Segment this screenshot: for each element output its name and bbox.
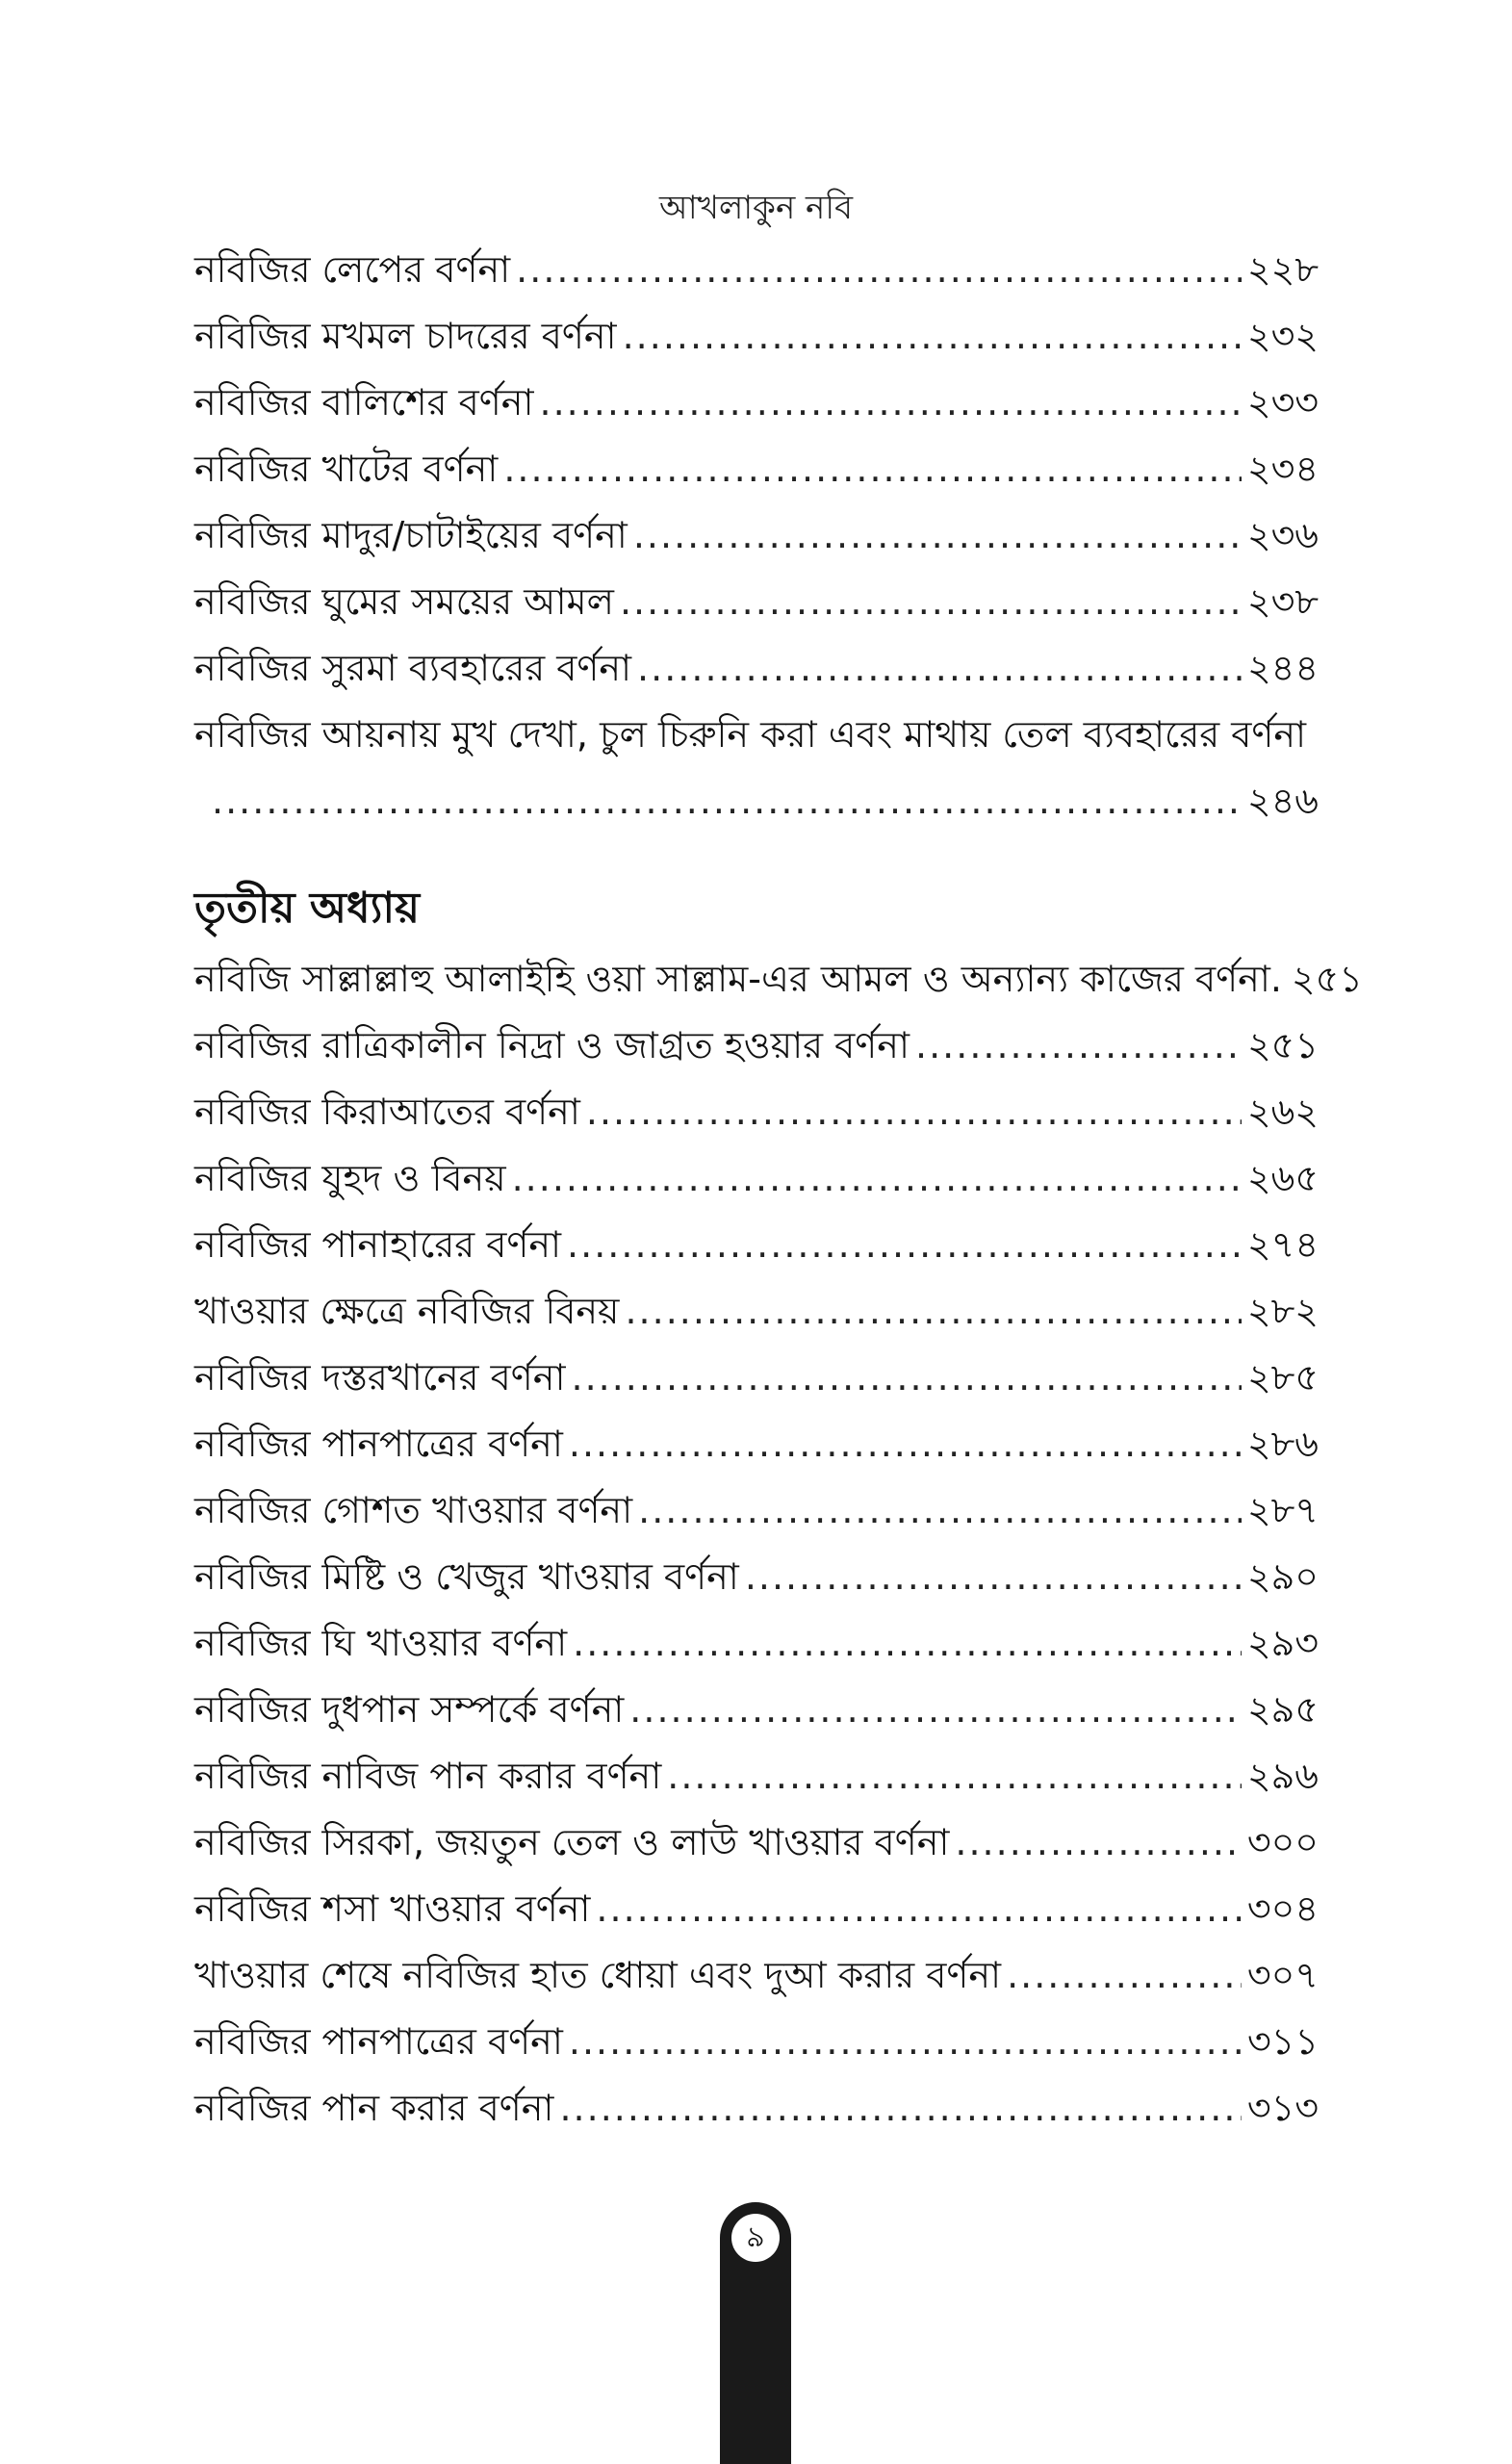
leader-dots [539,370,1241,436]
toc-entry [194,1743,1319,1810]
leader-dots [955,1810,1241,1876]
toc-entry-page: ২৮৭ [1246,1489,1319,1531]
toc-entry [194,1677,1319,1743]
toc-entry-page: ২৩৪ [1246,448,1319,490]
toc-entry-title: নবিজির পানপাত্রের বর্ণনা [194,2020,563,2063]
toc-entry-title: নবিজির দস্তরখানের বর্ণনা [194,1356,566,1399]
toc-entry-continuation [194,768,1319,834]
toc-entry-title: নবিজি সাল্লাল্লাহু আলাইহি ওয়া সাল্লাম-এর আমল ও অন্যান্য কাজের বর্ণনা. [194,958,1282,1000]
toc-entry-page: ২৮৬ [1246,1423,1319,1465]
toc-entry-title: নবিজির নাবিজ পান করার বর্ণনা [194,1755,662,1797]
leader-dots [559,2075,1241,2142]
toc-entry-page: ২৩২ [1246,315,1319,357]
leader-dots [1007,1942,1242,2009]
toc-entry-page: ২৯৩ [1246,1622,1319,1664]
leader-dots [625,1278,1241,1345]
toc-entry [194,569,1319,635]
toc-entry [194,502,1319,569]
toc-entry [194,1212,1319,1278]
leader-dots [212,768,1242,834]
toc-entry [194,1876,1319,1942]
leader-dots [569,2009,1242,2075]
toc-entry-page: ৩১৩ [1246,2087,1319,2129]
toc-entry-page: ২৫১ [1246,1024,1319,1066]
toc-entry [194,370,1319,436]
toc-entry-title: নবিজির বালিশের বর্ণনা [194,381,534,424]
toc-entry [194,303,1319,370]
toc-entry [194,946,1363,1013]
toc-entry-title: নবিজির যুহদ ও বিনয় [194,1157,506,1199]
toc-entry-title: নবিজির মাদুর/চাটাইয়ের বর্ণনা [194,514,628,556]
leader-dots [567,1212,1242,1278]
toc-entry-page: ২৩৮ [1246,580,1319,623]
toc-entry-page: ২৯০ [1246,1555,1319,1598]
toc-entry [194,2075,1319,2142]
toc-entry [194,635,1319,702]
toc-entry-title: নবিজির ঘুমের সময়ের আমল [194,580,614,623]
toc-entry-page: ৩০৪ [1246,1887,1319,1930]
leader-dots [569,1411,1242,1477]
running-header: আখলাকুন নবি [658,189,853,227]
toc-entry-page: ২৮৫ [1246,1356,1319,1399]
toc-entry [194,1942,1319,2009]
toc-entry-title: নবিজির মিষ্টি ও খেজুর খাওয়ার বর্ণনা [194,1555,739,1598]
leader-dots [915,1013,1242,1079]
toc-entry-title: নবিজির গোশত খাওয়ার বর্ণনা [194,1489,633,1531]
toc-entry-title: নবিজির দুধপান সম্পর্কে বর্ণনা [194,1688,625,1731]
leader-dots [596,1876,1242,1942]
toc-entry [194,1145,1319,1212]
toc-entry-title: নবিজির লেপের বর্ণনা [194,248,511,291]
leader-dots [667,1743,1242,1810]
toc-entry-title: নবিজির সুরমা ব্যবহারের বর্ণনা [194,647,632,689]
toc-entry-page: ২৬২ [1246,1091,1319,1133]
leader-dots [573,1610,1242,1677]
leader-dots [586,1079,1242,1145]
toc-entry [194,1477,1319,1544]
toc-entry-title: নবিজির রাত্রিকালীন নিদ্রা ও জাগ্রত হওয়ার বর্ণনা [194,1024,910,1066]
toc-entry-title-long: নবিজির আয়নায় মুখ দেখা, চুল চিরুনি করা এবং মাথায় তেল ব্যবহারের বর্ণনা [194,713,1307,756]
toc-entry-page: ২৮২ [1246,1290,1319,1332]
toc-entry-title: নবিজির খাটের বর্ণনা [194,448,499,490]
toc-entry [194,1411,1319,1477]
toc-entry [194,1013,1319,1079]
toc-section-1 [194,237,1363,2142]
toc-entry-page: ৩০৭ [1246,1954,1319,1996]
toc-entry [194,1079,1319,1145]
toc-entry-page: ২৩৩ [1246,381,1319,424]
toc-entry-page: ২২৮ [1246,248,1319,291]
toc-entry-page: ৩০০ [1246,1821,1319,1863]
toc-entry [194,436,1319,502]
leader-dots [620,569,1242,635]
leader-dots [623,303,1242,370]
toc-entry-page: ২৭৪ [1246,1223,1319,1266]
toc-entry-page: ২৯৬ [1246,1755,1319,1797]
toc-entry-page: ২৫১ [1291,958,1363,1000]
toc-entry-title: নবিজির পানপাত্রের বর্ণনা [194,1423,563,1465]
toc-entry-title: খাওয়ার ক্ষেত্রে নবিজির বিনয় [194,1290,620,1332]
leader-dots [516,237,1242,303]
toc-entry [194,1610,1319,1677]
toc-entry-title: নবিজির কিরাআতের বর্ণনা [194,1091,580,1133]
chapter-heading: তৃতীয় অধ্যায় [194,884,421,933]
toc-entry [194,1810,1319,1876]
toc-entry-page: ২৩৬ [1246,514,1319,556]
toc-entry [194,237,1319,303]
toc-entry-page: ২৯৫ [1246,1688,1319,1731]
leader-dots [633,502,1242,569]
leader-dots [637,635,1242,702]
toc-entry-page: ২৬৫ [1246,1157,1319,1199]
toc-entry [194,2009,1319,2075]
leader-dots [512,1145,1242,1212]
toc-entry [194,1345,1319,1411]
toc-entry-title: নবিজির ঘি খাওয়ার বর্ণনা [194,1622,568,1664]
leader-dots [638,1477,1242,1544]
toc-entry-title: নবিজির সিরকা, জয়তুন তেল ও লাউ খাওয়ার বর্ণনা [194,1821,950,1863]
toc-entry-page: ২৪৪ [1246,647,1319,689]
toc-entry-title: নবিজির মখমল চাদরের বর্ণনা [194,315,617,357]
toc-entry-title: নবিজির পানাহারের বর্ণনা [194,1223,562,1266]
leader-dots [745,1544,1242,1610]
leader-dots [629,1677,1242,1743]
toc-entry [194,1544,1319,1610]
toc-entry-title: নবিজির পান করার বর্ণনা [194,2087,554,2129]
toc-entry-title: খাওয়ার শেষে নবিজির হাত ধোয়া এবং দুআ করার বর্ণনা [194,1954,1002,1996]
leader-dots [571,1345,1241,1411]
page-number: ৯ [731,2214,780,2262]
toc-entry-title: নবিজির শসা খাওয়ার বর্ণনা [194,1887,591,1930]
toc-entry-page: ২৪৬ [1246,780,1319,822]
toc-entry-page: ৩১১ [1246,2020,1319,2063]
toc-entry [194,1278,1319,1345]
leader-dots [503,436,1242,502]
